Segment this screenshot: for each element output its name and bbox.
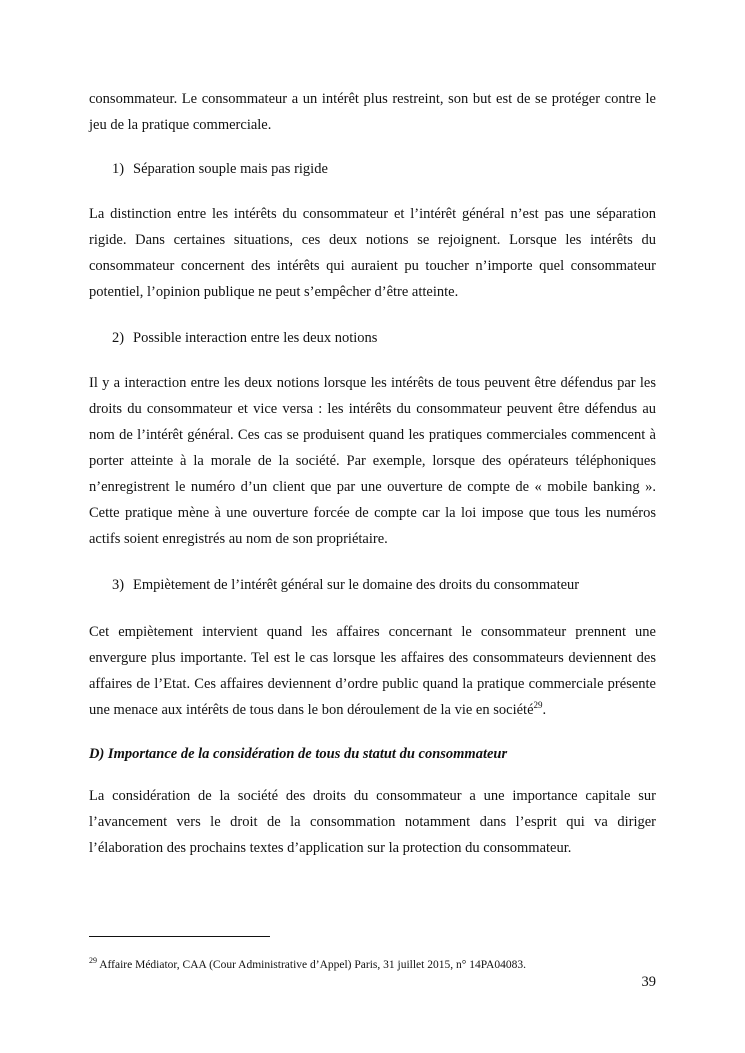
list-item-3 (112, 572, 652, 598)
footnote-number: 29 (89, 956, 97, 966)
page-number: 39 (641, 974, 656, 990)
footnote (89, 958, 649, 972)
list-item-text: Possible interaction entre les deux notions (133, 330, 378, 346)
footnote-reference[interactable]: 29 (533, 700, 543, 711)
paragraph-end: . (542, 702, 547, 718)
footnote-text: Affaire Médiator, CAA (Cour Administrative d’Appel) Paris, 31 juillet 2015, n° 14PA04083. (97, 959, 526, 971)
list-item-2 (112, 325, 652, 351)
list-item-1 (112, 156, 652, 182)
paragraph-continuation: consommateur. Le consommateur a un intérêt plus restreint, son but est de se protéger contre le jeu de la pratique commerciale. (89, 91, 656, 133)
footnote-divider (89, 936, 270, 937)
paragraph-separation: La distinction entre les intérêts du consommateur et l’intérêt général n’est pas une séparation rigide. Dans certaines situations, ces deux notions se rejoignent. Lorsque les intérêts du consommateur concernent des intérêts qui auraient pu toucher n’importe quel consommateur potentiel, l’opinion publique ne peut s’empêcher d’être atteinte. (89, 206, 656, 300)
paragraph-text: Cet empiètement intervient quand les affaires concernant le consommateur prennent une envergure plus importante. Tel est le cas lorsque les affaires des consommateurs deviennent des affaires de l’Etat. Ces affaires deviennent d’ordre public quand la pratique commerciale présente une menace aux intérêts de tous dans le bon déroulement de la vie en société (89, 624, 656, 718)
list-item-text: Séparation souple mais pas rigide (133, 161, 328, 177)
list-item-number: 3) (112, 577, 125, 593)
list-item-number: 2) (112, 330, 125, 346)
paragraph-empietement (89, 619, 656, 723)
section-heading: D) Importance de la considération de tous du statut du consommateur (89, 746, 508, 762)
paragraph-interaction: Il y a interaction entre les deux notions lorsque les intérêts de tous peuvent être défendus par les droits du consommateur et vice versa : les intérêts du consommateur peuvent être défendus au nom de l’intérêt général. Ces cas se produisent quand les pratiques commerciales commencent à porter atteinte à la morale de la société. Par exemple, lorsque des opérateurs téléphoniques n’enregistrent le numéro d’un client que par une ouverture de compte de « mobile banking ». Cette pratique mène à une ouverture forcée de compte car la loi impose que tous les numéros actifs soient enregistrés au nom de son propriétaire. (89, 375, 656, 547)
list-item-text: Empiètement de l’intérêt général sur le domaine des droits du consommateur (133, 577, 580, 593)
list-item-number: 1) (112, 161, 125, 177)
paragraph-importance: La considération de la société des droits du consommateur a une importance capitale sur l’avancement vers le droit de la consommation notamment dans l’esprit qui va diriger l’élaboration des prochains textes d’application sur la protection du consommateur. (89, 788, 656, 856)
